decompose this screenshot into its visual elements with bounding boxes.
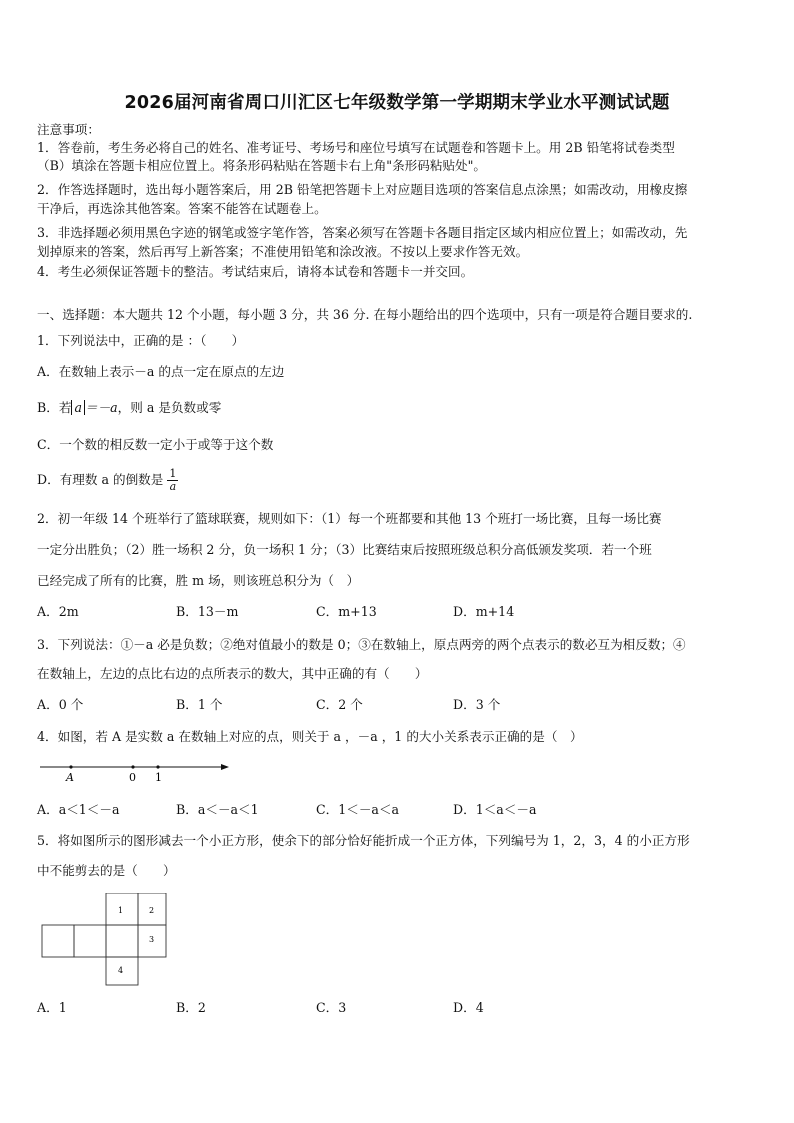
question-3-line: 3．下列说法：①－a 必是负数；②绝对值最小的数是 0；③在数轴上，原点两旁的两个点表示的数必互为相反数；④ [37, 637, 686, 652]
fraction [167, 468, 178, 493]
q2-option-b: B．13－m [176, 604, 239, 619]
q4-option-d: D．1＜a＜－a [453, 802, 537, 817]
q1-b-suffix: ，则 a 是负数或零 [117, 400, 222, 415]
axis-label-a: A [66, 771, 74, 784]
question-2-line: 一定分出胜负；（2）胜一场积 2 分，负一场积 1 分；（3）比赛结束后按照班级总积分高低颁发奖项．若一个班 [37, 542, 652, 557]
q4-option-a: A．a＜1＜－a [37, 802, 120, 817]
cell-label-2: 2 [149, 906, 155, 915]
net-square [74, 925, 106, 957]
section-heading: 一、选择题：本大题共 12 个小题，每小题 3 分，共 36 分. 在每小题给出的四个选项中，只有一项是符合题目要求的. [37, 307, 693, 322]
notice-line: 划掉原来的答案，然后再写上新答案；不准使用铅笔和涂改液。不按以上要求作答无效。 [37, 244, 529, 259]
q2-option-c: C．m+13 [316, 604, 377, 619]
question-4-stem: 4．如图，若 A 是实数 a 在数轴上对应的点，则关于 a ，－a ，1 的大小关系表示正确的是（ ） [37, 729, 583, 744]
notice-line: （B）填涂在答题卡相应位置上。将条形码粘贴在答题卡右上角"条形码粘贴处"。 [37, 158, 487, 173]
q5-option-a: A．1 [37, 1000, 67, 1015]
q1-b-prefix: B．若 [37, 400, 72, 415]
q2-option-a: A．2m [37, 604, 79, 619]
fraction-denominator: a [169, 480, 177, 493]
notice-line: 4．考生必须保证答题卡的整洁。考试结束后，请将本试卷和答题卡一并交回。 [37, 264, 474, 279]
net-square [106, 925, 138, 957]
cube-net-figure [38, 893, 173, 988]
cell-label-4: 4 [118, 966, 124, 975]
q1-option-b [37, 399, 221, 417]
point-zero [131, 765, 134, 768]
q1-option-c: C．一个数的相反数一定小于或等于这个数 [37, 437, 274, 452]
q3-option-c: C．2 个 [316, 697, 363, 712]
cell-label-3: 3 [149, 935, 155, 944]
q1-option-a: A．在数轴上表示－a 的点一定在原点的左边 [37, 364, 285, 379]
point-a [69, 765, 72, 768]
q3-option-b: B．1 个 [176, 697, 223, 712]
q4-option-c: C．1＜－a＜a [316, 802, 400, 817]
question-1-stem: 1．下列说法中，正确的是 ：（ ） [37, 333, 245, 348]
question-5-line: 中不能剪去的是（ ） [37, 863, 176, 878]
q5-option-b: B．2 [176, 1000, 206, 1015]
q5-option-d: D．4 [453, 1000, 484, 1015]
question-2-line: 已经完成了所有的比赛，胜 m 场，则该班总积分为（ ） [37, 573, 360, 588]
point-one [156, 765, 159, 768]
q3-option-d: D．3 个 [453, 697, 501, 712]
notice-line: 干净后，再选涂其他答案。答案不能答在试题卷上。 [37, 201, 327, 216]
q3-option-a: A．0 个 [37, 697, 84, 712]
axis-label-one: 1 [155, 771, 162, 784]
q5-option-c: C．3 [316, 1000, 347, 1015]
notice-line: 2．作答选择题时，选出每小题答案后，用 2B 铅笔把答题卡上对应题目选项的答案信息点涂黑；如需改动，用橡皮擦 [37, 182, 688, 197]
question-3-line: 在数轴上，左边的点比右边的点所表示的数大，其中正确的有（ ） [37, 666, 428, 681]
q1-b-equation: ＝－a [84, 400, 118, 415]
q2-option-d: D．m+14 [453, 604, 515, 619]
absolute-value: a [71, 400, 85, 415]
question-2-line: 2．初一年级 14 个班举行了篮球联赛，规则如下：（1）每一个班都要和其他 13 个班打一场比赛，且每一场比赛 [37, 511, 662, 526]
q4-option-b: B．a＜－a＜1 [176, 802, 259, 817]
q1-d-text: D．有理数 a 的倒数是 [37, 472, 164, 487]
page-title: 2026届河南省周口川汇区七年级数学第一学期期末学业水平测试试题 [124, 93, 670, 113]
notice-line: 3．非选择题必须用黑色字迹的钢笔或签字笔作答，答案必须写在答题卡各题目指定区域内相应位置上；如需改动，先 [37, 225, 688, 240]
number-line-figure [37, 755, 237, 785]
axis-label-zero: 0 [129, 771, 136, 784]
notice-heading: 注意事项： [37, 122, 100, 137]
notice-line: 1．答卷前，考生务必将自己的姓名、准考证号、考场号和座位号填写在试题卷和答题卡上。用 2B 铅笔将试卷类型 [37, 140, 675, 155]
net-square [42, 925, 74, 957]
question-5-line: 5．将如图所示的图形减去一个小正方形，使余下的部分恰好能折成一个正方体，下列编号为 1，2，3，4 的小正方形 [37, 833, 690, 848]
cell-label-1: 1 [118, 906, 124, 915]
fraction-numerator: 1 [169, 467, 177, 480]
q1-option-d [37, 468, 178, 493]
number-line-arrow [221, 764, 229, 770]
